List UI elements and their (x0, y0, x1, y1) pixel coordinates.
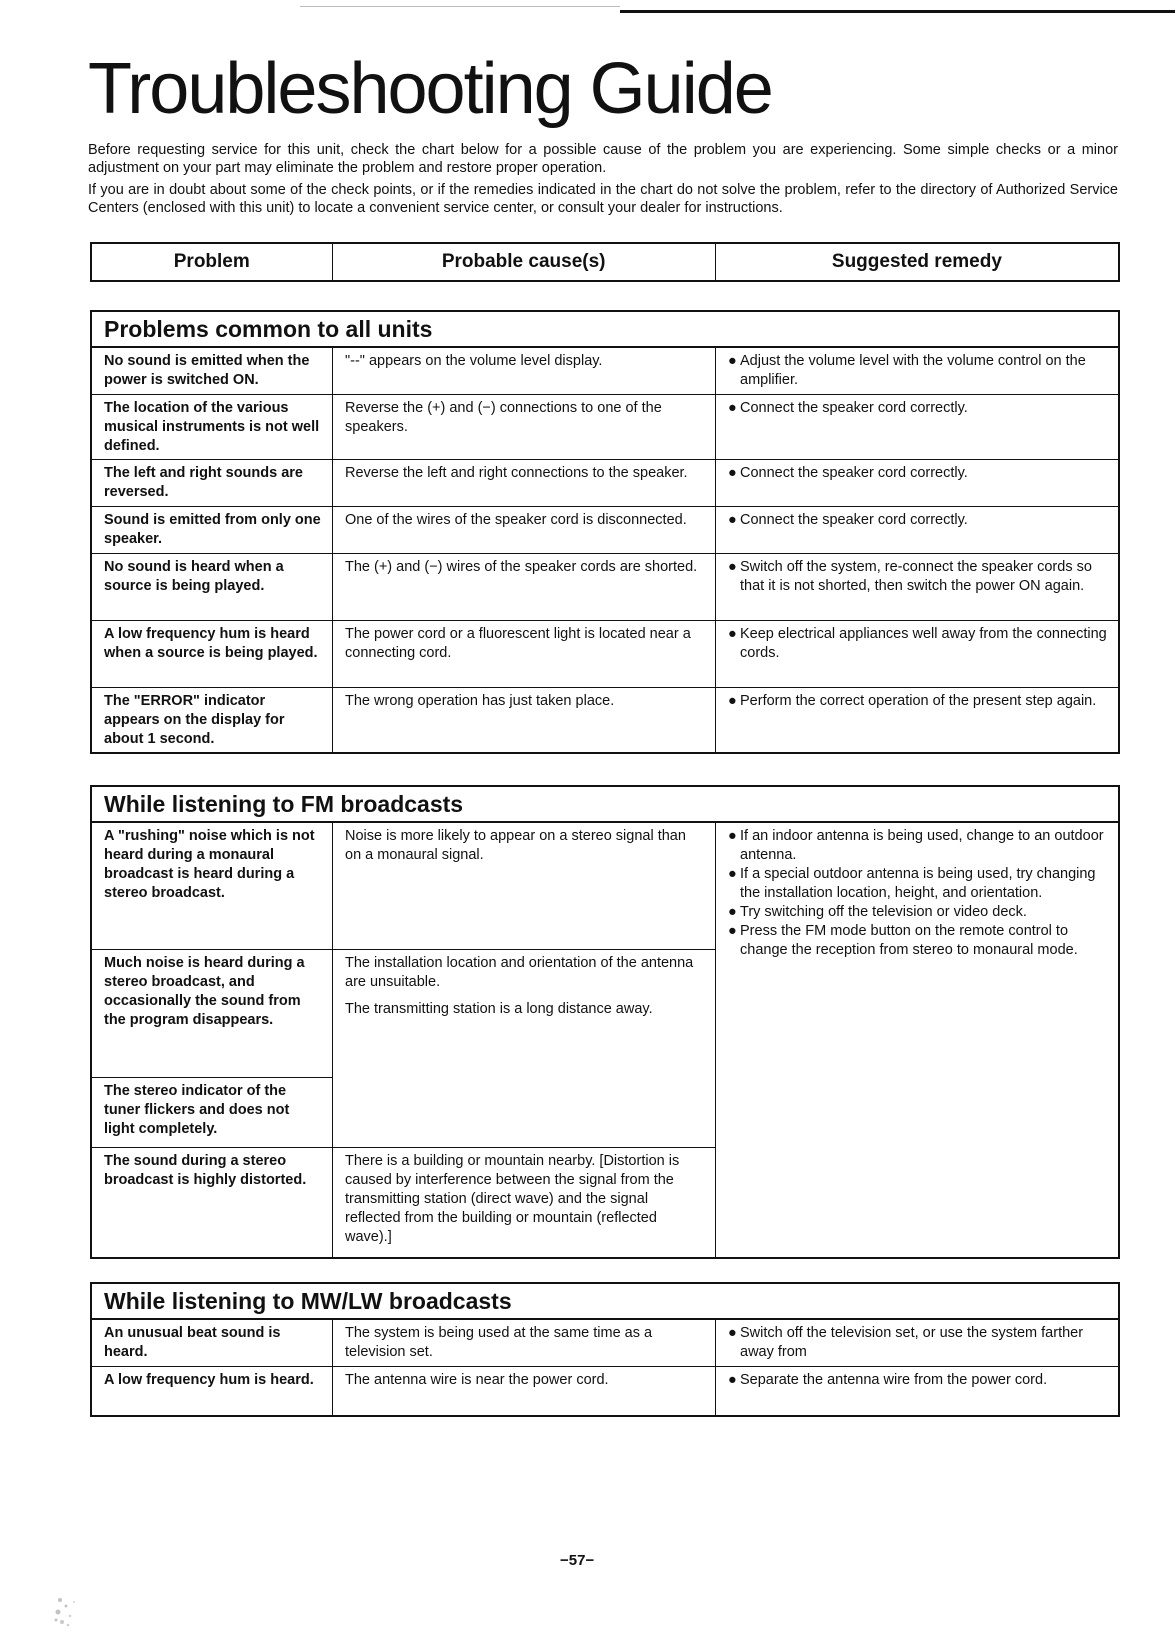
cause-cell: Noise is more likely to appear on a stereo signal than on a monaural signal. (332, 823, 715, 949)
bullet-icon: ● (728, 1372, 737, 1388)
remedy-text: Connect the speaker cord correctly. (740, 400, 968, 416)
remedy-text: Press the FM mode button on the remote control to change the reception from stereo to monaural mode. (740, 923, 1078, 958)
table-row (92, 620, 1118, 687)
remedy-cell (715, 348, 1118, 394)
cause-cell: Reverse the left and right connections to the speaker. (332, 460, 715, 506)
table-row (92, 1320, 1118, 1366)
cause-cell: The power cord or a fluorescent light is located near a connecting cord. (332, 621, 715, 687)
section-title: While listening to FM broadcasts (92, 787, 1118, 823)
remedy-text: Switch off the system, re-connect the speaker cords so that it is not shorted, then switch the power ON again. (740, 559, 1092, 594)
bullet-icon: ● (728, 465, 737, 481)
cause-cell: One of the wires of the speaker cord is disconnected. (332, 507, 715, 553)
bullet-icon: ● (728, 693, 737, 709)
table-row (92, 553, 1118, 620)
column-header-table (90, 242, 1120, 282)
cause-cell: The system is being used at the same time as a television set. (332, 1320, 715, 1366)
remedy-text: Switch off the television set, or use the system farther away from (740, 1325, 1084, 1360)
remedy-text: Connect the speaker cord correctly. (740, 512, 968, 528)
section-common-problems (90, 310, 1120, 754)
section-title: While listening to MW/LW broadcasts (92, 1284, 1118, 1320)
remedy-text: Connect the speaker cord correctly. (740, 465, 968, 481)
remedy-cell (715, 823, 1118, 1257)
bullet-icon: ● (728, 626, 737, 642)
problem-cell: A low frequency hum is heard when a source is being played. (104, 626, 318, 661)
table-row (92, 1366, 1118, 1415)
problem-cell: Much noise is heard during a stereo broadcast, and occasionally the sound from the program disappears. (92, 949, 332, 1077)
top-edge-rule (620, 10, 1175, 13)
page-number: −57− (560, 1552, 595, 1569)
table-row (92, 459, 1118, 506)
remedy-text: Try switching off the television or video deck. (740, 904, 1027, 920)
cause-cell (332, 949, 715, 1147)
remedy-text: Perform the correct operation of the present step again. (740, 693, 1097, 709)
remedy-cell (715, 554, 1118, 620)
remedy-text: If a special outdoor antenna is being used, try changing the installation location, height, and orientation. (740, 866, 1096, 901)
problem-cell: Sound is emitted from only one speaker. (104, 512, 321, 547)
page-title: Troubleshooting Guide (88, 49, 772, 129)
remedy-cell (715, 1320, 1118, 1366)
cause-cell: Reverse the (+) and (−) connections to one of the speakers. (332, 395, 715, 459)
remedy-cell (715, 507, 1118, 553)
problem-cell: A "rushing" noise which is not heard during a monaural broadcast is heard during a stereo broadcast. (104, 828, 315, 901)
bullet-icon: ● (728, 400, 737, 416)
problem-cell: The left and right sounds are reversed. (104, 465, 303, 500)
problem-cell: The sound during a stereo broadcast is highly distorted. (92, 1147, 332, 1257)
scan-speckle-mark (52, 1590, 102, 1630)
remedy-text: Separate the antenna wire from the power cord. (740, 1372, 1048, 1388)
section-fm-broadcasts (90, 785, 1120, 1259)
bullet-icon: ● (728, 904, 737, 920)
remedy-cell (715, 621, 1118, 687)
problem-cell: No sound is emitted when the power is switched ON. (104, 353, 310, 388)
problem-cell: The "ERROR" indicator appears on the display for about 1 second. (104, 693, 285, 747)
fm-grid (92, 823, 1118, 1257)
cause-cell: The antenna wire is near the power cord. (332, 1367, 715, 1415)
section-title: Problems common to all units (92, 312, 1118, 348)
section-rows (92, 1320, 1118, 1415)
problem-cell: A low frequency hum is heard. (104, 1372, 314, 1388)
top-edge-rule-thin (300, 6, 620, 7)
problem-cell: An unusual beat sound is heard. (104, 1325, 281, 1360)
intro-text (88, 141, 1118, 221)
problem-cell: The location of the various musical instruments is not well defined. (104, 400, 320, 454)
table-row (92, 348, 1118, 394)
table-row (92, 687, 1118, 752)
remedy-text: Adjust the volume level with the volume control on the amplifier. (740, 353, 1086, 388)
bullet-icon: ● (728, 1325, 737, 1341)
remedy-cell (715, 688, 1118, 752)
bullet-icon: ● (728, 559, 737, 575)
problem-cell: The stereo indicator of the tuner flickers and does not light completely. (92, 1077, 332, 1147)
remedy-text: If an indoor antenna is being used, change to an outdoor antenna. (740, 828, 1104, 863)
remedy-cell (715, 460, 1118, 506)
header-problem: Problem (173, 251, 250, 272)
bullet-icon: ● (728, 923, 737, 939)
cause-cell: There is a building or mountain nearby. [Distortion is caused by interference between the signal from the transmitting station (direct wave) and the signal reflected from the building or mountain (reflected wave).] (332, 1147, 715, 1257)
cause-cell: The (+) and (−) wires of the speaker cords are shorted. (332, 554, 715, 620)
section-mwlw-broadcasts (90, 1282, 1120, 1417)
intro-paragraph: If you are in doubt about some of the check points, or if the remedies indicated in the chart do not solve the problem, refer to the directory of Authorized Service Centers (enclosed with this unit) to locate a convenient service center, or consult your dealer for instructions. (88, 182, 1118, 216)
cause-text: The installation location and orientation of the antenna are unsuitable. (345, 955, 694, 990)
bullet-icon: ● (728, 866, 737, 882)
header-probable-causes: Probable cause(s) (332, 244, 715, 280)
cause-cell: The wrong operation has just taken place. (332, 688, 715, 752)
cause-text: The transmitting station is a long distance away. (345, 1001, 653, 1017)
header-suggested-remedy: Suggested remedy (715, 244, 1118, 280)
cause-cell: "--" appears on the volume level display. (332, 348, 715, 394)
remedy-text: Keep electrical appliances well away from the connecting cords. (740, 626, 1107, 661)
table-row (92, 394, 1118, 459)
remedy-cell (715, 1367, 1118, 1415)
bullet-icon: ● (728, 512, 737, 528)
bullet-icon: ● (728, 828, 737, 844)
intro-paragraph: Before requesting service for this unit, check the chart below for a possible cause of the problem you are experiencing. Some simple checks or a minor adjustment on your part may eliminate the problem and restore proper operation. (88, 142, 1118, 176)
table-row (92, 506, 1118, 553)
section-rows (92, 348, 1118, 752)
problem-cell: No sound is heard when a source is being played. (104, 559, 284, 594)
bullet-icon: ● (728, 353, 737, 369)
remedy-cell (715, 395, 1118, 459)
